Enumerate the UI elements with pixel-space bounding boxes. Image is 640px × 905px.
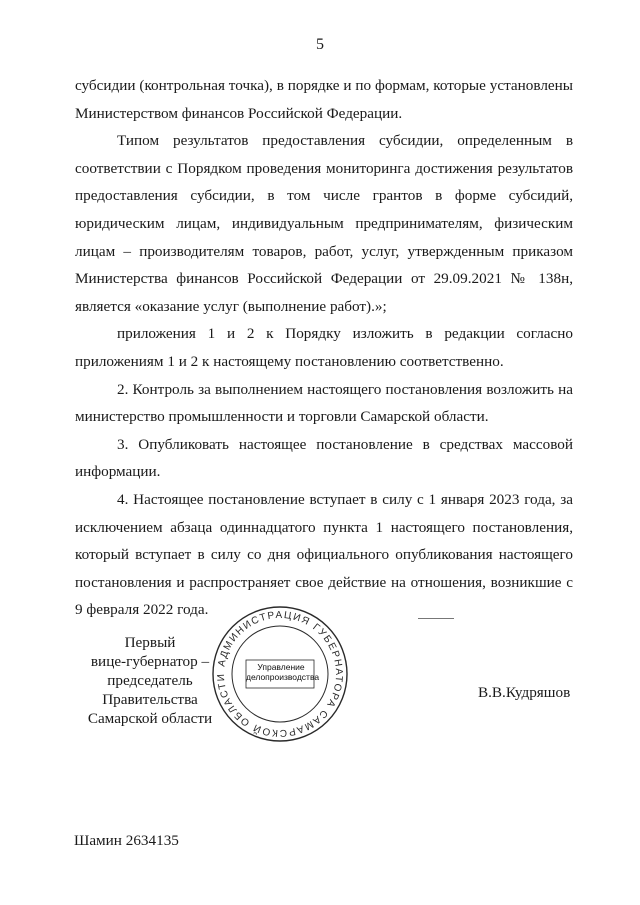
signer-name: В.В.Кудряшов [478,684,571,701]
stamp-inner-line: делопроизводства [246,672,320,682]
paragraph-appendices: приложения 1 и 2 к Порядку изложить в редакции согласно приложениям 1 и 2 к настоящему постановлению соответственно. [75,325,573,370]
stamp-ring-text: АДМИНИСТРАЦИЯ ГУБЕРНАТОРА САМАРСКОЙ ОБЛАСТИ [215,609,345,739]
page-number: 5 [316,36,324,53]
signer-title-line: председатель Правительства [102,672,198,708]
paragraph-effective-date: 4. Настоящее постановление вступает в силу с 1 января 2023 года, за исключением абзаца одиннадцатого пункта 1 настоящего постановления, который вступает в силу со дня официального опубликования настоящего постановления и распространяет свое действие на отношения, возникшие с 9 февраля 2022 года. [75,490,573,619]
paragraph-continuation: субсидии (контрольная точка), в порядке и по формам, которые установлены Министерством финансов Российской Федерации. [75,77,573,122]
signer-title-line: Первый [124,634,176,651]
paragraph-publish: 3. Опубликовать настоящее постановление в средствах массовой информации. [75,435,573,481]
executor-contact: Шамин 2634135 [74,832,179,849]
document-body [75,72,573,624]
paragraph-result-type: Типом результатов предоставления субсидии, определенным в соответствии с Порядком проведения мониторинга достижения результатов предоставления субсидии, в том числе грантов в форме субсидий, юридическим лицам, индивидуальным предпринимателям, физическим лицам – производителям товаров, работ, услуг, утвержденным приказом Министерства финансов Российской Федерации от 29.09.2021 № 138н, является «оказание услуг (выполнение работ).»; [75,132,573,315]
signer-title-line: вице-губернатор – [90,653,210,670]
stamp-inner-text [246,662,320,682]
signer-title-line: Самарской области [87,710,213,727]
signature-line [418,618,454,619]
paragraph-control: 2. Контроль за выполнением настоящего постановления возложить на министерство промышленности и торговли Самарской области. [75,380,573,426]
stamp-inner-line: Управление [257,662,305,672]
